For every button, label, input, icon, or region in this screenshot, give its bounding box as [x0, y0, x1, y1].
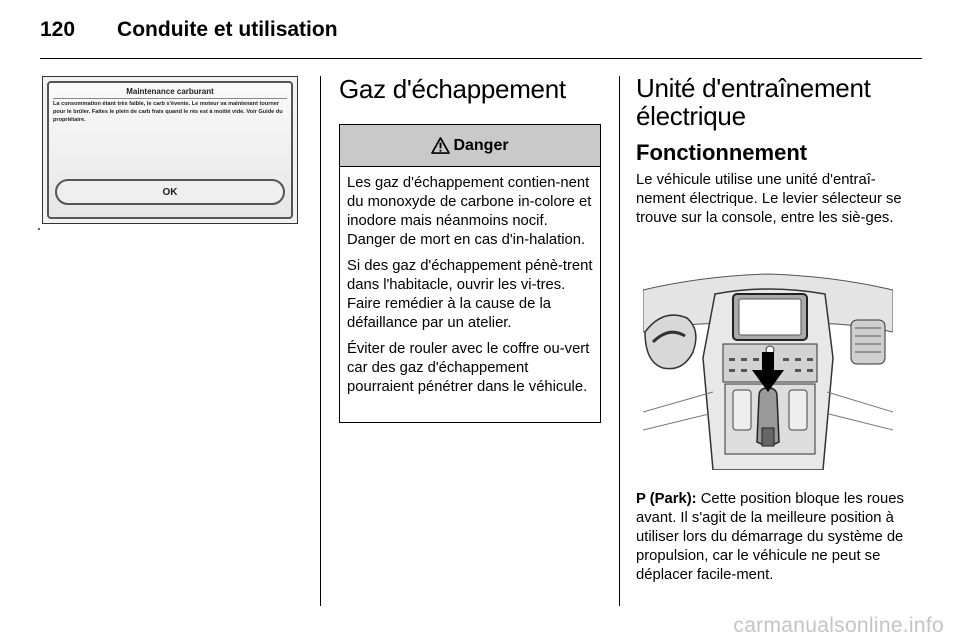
screen-message: La consommation étant très faible, le carb s'évente. Le moteur va maintenant tourner pour le brûler. Faites le plein de carb frais quand le rés est à moitié vide. Voir Guide du propriétaire.	[53, 101, 283, 123]
warning-triangle-icon	[431, 137, 450, 154]
danger-body	[340, 167, 600, 397]
subsection-title: Fonctionnement	[636, 140, 808, 165]
running-title: Conduite et utilisation	[117, 18, 338, 41]
park-label: P (Park):	[636, 491, 697, 507]
shift-lever-console-illustration	[643, 272, 893, 470]
screen-ok-button: OK	[55, 179, 285, 205]
danger-box	[339, 124, 601, 423]
danger-header	[340, 125, 600, 167]
danger-label: Danger	[453, 136, 509, 154]
watermark: carmanualsonline.info	[733, 614, 944, 637]
section-title-gaz: Gaz d'échappement	[339, 74, 566, 104]
danger-paragraph: Les gaz d'échappement contien-nent du monoxyde de carbone in-colore et inodore mais néanmoins nocif. Danger de mort en cas d'in-halation.	[347, 175, 592, 248]
intro-paragraph: Le véhicule utilise une unité d'entraî-nement électrique. Le levier sélecteur se trouve sur la console, entre les siè-ges.	[636, 172, 902, 226]
screen-title-rule	[53, 98, 287, 99]
figure-mark	[38, 228, 40, 230]
danger-paragraph: Si des gaz d'échappement pénè-trent dans l'habitacle, ouvrir les vi-tres. Faire remédier à la cause de la défaillance par un atelier.	[347, 258, 593, 331]
column-divider-left	[320, 76, 321, 606]
page-header	[40, 18, 338, 48]
header-rule	[40, 58, 922, 59]
section-title-line: électrique	[636, 101, 746, 131]
fuel-maintenance-screen-image	[42, 76, 298, 224]
section-title-unite	[636, 74, 871, 130]
park-paragraph	[636, 490, 906, 585]
screen-frame	[47, 81, 293, 219]
column-divider-right	[619, 76, 620, 606]
section-title-line: Unité d'entraînement	[636, 73, 871, 103]
page-number: 120	[40, 18, 76, 41]
screen-title: Maintenance carburant	[126, 87, 214, 96]
danger-paragraph: Éviter de rouler avec le coffre ou-vert car des gaz d'échappement pourraient pénétrer dans le véhicule.	[347, 341, 590, 395]
park-text: Cette position bloque les roues avant. Il s'agit de la meilleure position à utiliser lors du démarrage du système de propulsion, car le véhicule ne peut se déplacer facile-ment.	[636, 491, 904, 583]
